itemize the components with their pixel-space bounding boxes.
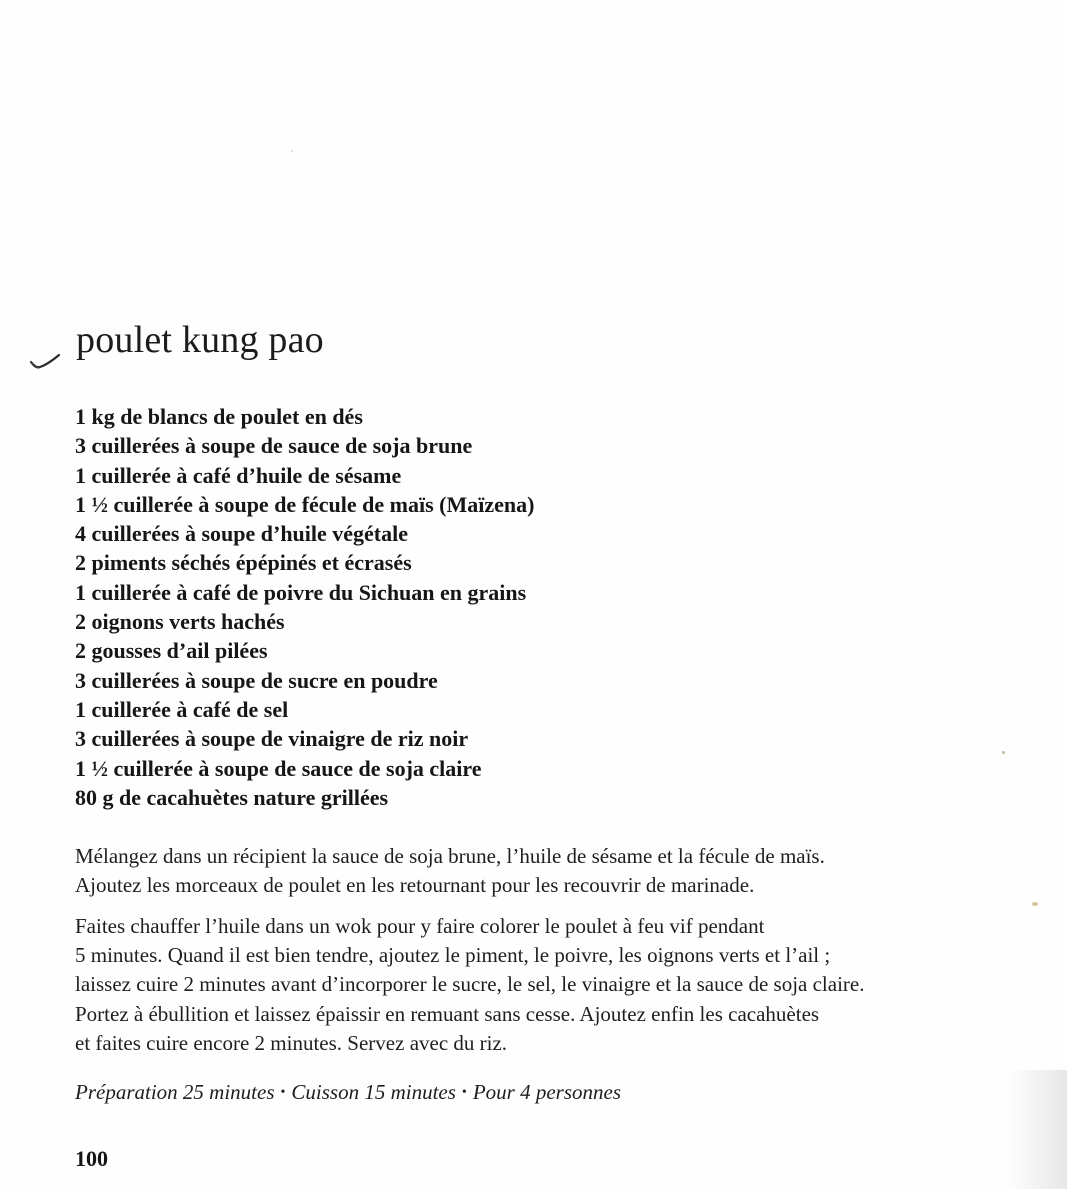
page-number: 100	[75, 1146, 108, 1171]
instruction-paragraph-2: Faites chauffer l’huile dans un wok pour y faire colorer le poulet à feu vif pendant 5 minutes. Quand il est bien tendre, ajoutez le piment, le poivre, les oignons verts et l’ail ; laissez cuire 2 minutes avant d’incorporer le sucre, le sel, le vinaigre et la sauce de soja claire. Portez à ébullition et laissez épaissir en remuant sans cesse. Ajoutez enfin les cacahuètes et faites cuire encore 2 minutes. Servez avec du riz.	[75, 914, 865, 1055]
ingredient-item: 1 kg de blancs de poulet en dés	[75, 404, 363, 429]
ingredient-item: 4 cuillerées à soupe d’huile végétale	[75, 521, 409, 547]
paper-speck	[1002, 751, 1005, 754]
instruction-paragraph-1: Mélangez dans un récipient la sauce de soja brune, l’huile de sésame et la fécule de maïs. Ajoutez les morceaux de poulet en les retournant pour les recouvrir de marinade.	[75, 844, 825, 898]
ingredient-item: 3 cuillerées à soupe de vinaigre de riz noir	[75, 726, 469, 752]
bullet-separator: •	[461, 1085, 467, 1100]
ingredient-item: 1 cuillerée à café de sel	[75, 696, 289, 722]
ingredient-list	[75, 402, 534, 812]
preparation-time: Préparation 25 minutes	[75, 1080, 275, 1104]
servings: Pour 4 personnes	[472, 1080, 621, 1104]
ingredient-item: 2 gousses d’ail pilées	[75, 638, 268, 664]
ingredient-item: 1 cuillerée à café d’huile de sésame	[75, 462, 402, 488]
ingredient-item: 80 g de cacahuètes nature grillées	[75, 784, 389, 810]
ingredient-item: 3 cuillerées à soupe de sucre en poudre	[75, 667, 438, 693]
cooking-time: Cuisson 15 minutes	[291, 1080, 456, 1104]
ingredient-item: 1 ½ cuillerée à soupe de fécule de maïs (Maïzena)	[75, 491, 535, 517]
ingredient-item: 1 cuillerée à café de poivre du Sichuan en grains	[75, 579, 527, 605]
recipe-title: poulet kung pao	[76, 319, 324, 361]
scan-shadow	[1007, 1070, 1067, 1189]
ingredient-item: 1 ½ cuillerée à soupe de sauce de soja claire	[75, 755, 482, 781]
paper-speck	[291, 150, 293, 152]
handwritten-check-mark-icon	[28, 352, 62, 370]
paper-speck	[1032, 902, 1038, 906]
ingredient-item: 2 oignons verts hachés	[75, 609, 285, 635]
ingredient-item: 3 cuillerées à soupe de sauce de soja brune	[75, 433, 473, 459]
bullet-separator: •	[280, 1085, 286, 1100]
ingredient-item: 2 piments séchés épépinés et écrasés	[75, 550, 412, 576]
recipe-meta	[75, 1080, 621, 1105]
